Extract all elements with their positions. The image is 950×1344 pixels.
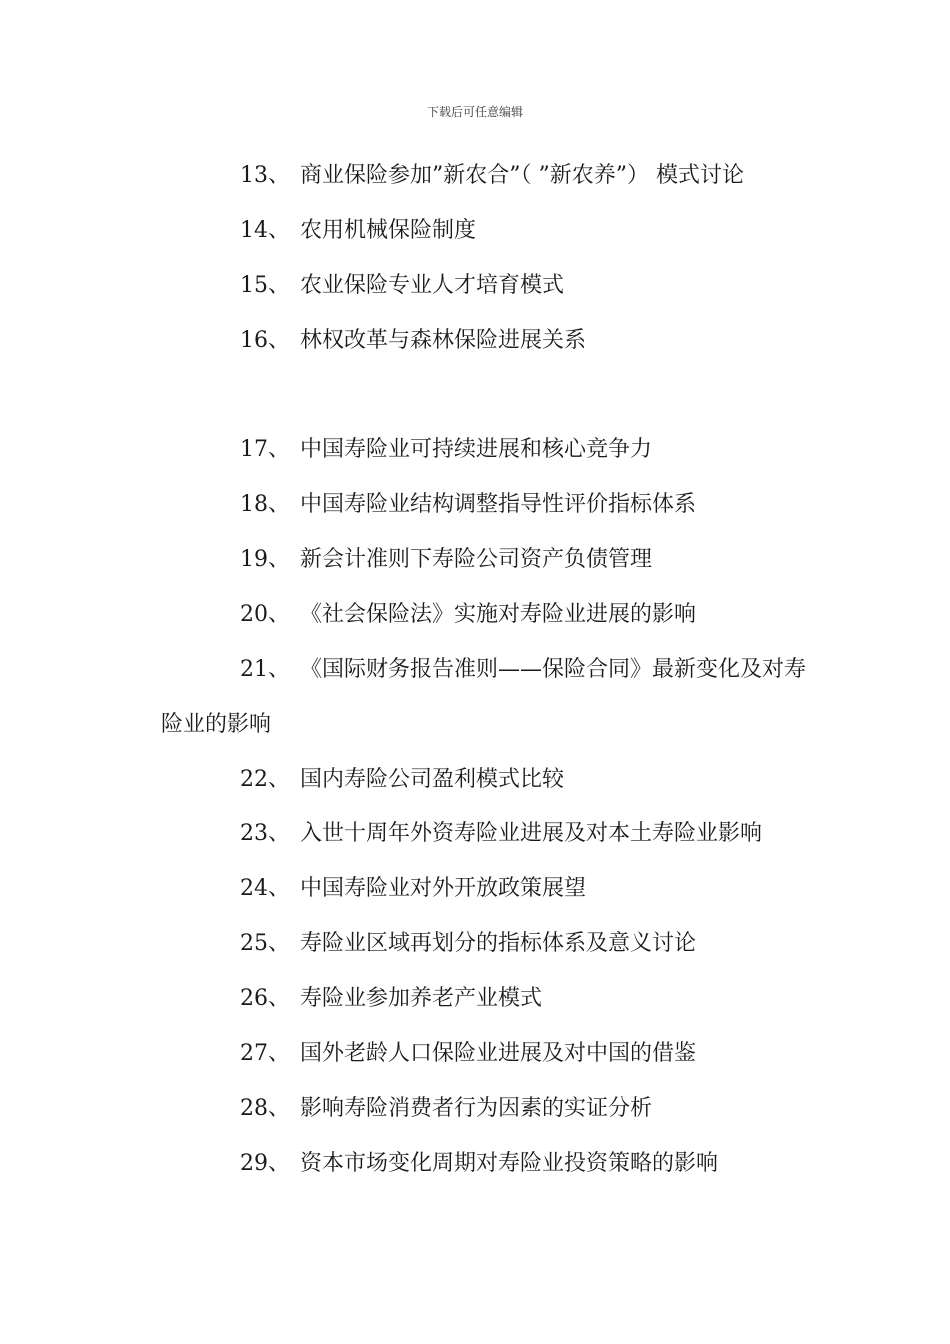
- item-number: 22、: [240, 767, 290, 792]
- item-number: 28、: [240, 1096, 290, 1121]
- item-text: 商业保险参加”新农合”（ ”新农养”） 模式讨论: [300, 163, 744, 188]
- item-number: 23、: [240, 821, 290, 846]
- item-number: 15、: [240, 273, 290, 298]
- item-text: 中国寿险业对外开放政策展望: [300, 876, 587, 901]
- item-text: 《社会保险法》实施对寿险业进展的影响: [300, 602, 697, 627]
- item-text: 国内寿险公司盈利模式比较: [300, 767, 565, 792]
- item-text: 农用机械保险制度: [300, 218, 477, 243]
- list-item: [240, 822, 840, 846]
- list-item: [240, 768, 840, 792]
- item-number: 27、: [240, 1041, 290, 1066]
- item-number: 26、: [240, 986, 290, 1011]
- list-item: [240, 932, 840, 956]
- item-number: 19、: [240, 547, 290, 572]
- list-item: [240, 877, 840, 901]
- list-item: [240, 164, 840, 188]
- item-number: 17、: [240, 437, 290, 462]
- item-text: 农业保险专业人才培育模式: [300, 273, 565, 298]
- list-item: [240, 329, 840, 353]
- item-text: 中国寿险业结构调整指导性评价指标体系: [300, 492, 697, 517]
- item-text: 入世十周年外资寿险业进展及对本土寿险业影响: [300, 821, 763, 846]
- list-item: [240, 548, 840, 572]
- page-header-note: 下载后可任意编辑: [426, 105, 523, 119]
- list-item: [240, 219, 840, 243]
- list-item: [240, 1097, 840, 1121]
- list-item: [240, 274, 840, 298]
- item-number: 24、: [240, 876, 290, 901]
- item-text: 寿险业参加养老产业模式: [300, 986, 543, 1011]
- item-text: 寿险业区域再划分的指标体系及意义讨论: [300, 931, 697, 956]
- list-item: [240, 1152, 840, 1176]
- item-text: 《国际财务报告准则——保险合同》最新变化及对寿: [300, 657, 807, 682]
- list-item: [240, 438, 840, 462]
- list-item: [240, 987, 840, 1011]
- item-number: 16、: [240, 328, 290, 353]
- item-number: 25、: [240, 931, 290, 956]
- list-item-continuation: 险业的影响: [161, 712, 272, 737]
- item-text: 影响寿险消费者行为因素的实证分析: [300, 1096, 653, 1121]
- list-item: [240, 658, 840, 682]
- item-number: 21、: [240, 657, 290, 682]
- item-text: 林权改革与森林保险进展关系: [300, 328, 587, 353]
- list-item: [240, 493, 840, 517]
- item-number: 14、: [240, 218, 290, 243]
- list-item: [240, 603, 840, 627]
- list-item: [240, 1042, 840, 1066]
- item-text: 中国寿险业可持续进展和核心竞争力: [300, 437, 653, 462]
- item-number: 29、: [240, 1151, 290, 1176]
- item-text: 国外老龄人口保险业进展及对中国的借鉴: [300, 1041, 697, 1066]
- item-number: 20、: [240, 602, 290, 627]
- item-text: 新会计准则下寿险公司资产负债管理: [300, 547, 653, 572]
- item-number: 18、: [240, 492, 290, 517]
- item-text: 资本市场变化周期对寿险业投资策略的影响: [300, 1151, 719, 1176]
- item-number: 13、: [240, 163, 290, 188]
